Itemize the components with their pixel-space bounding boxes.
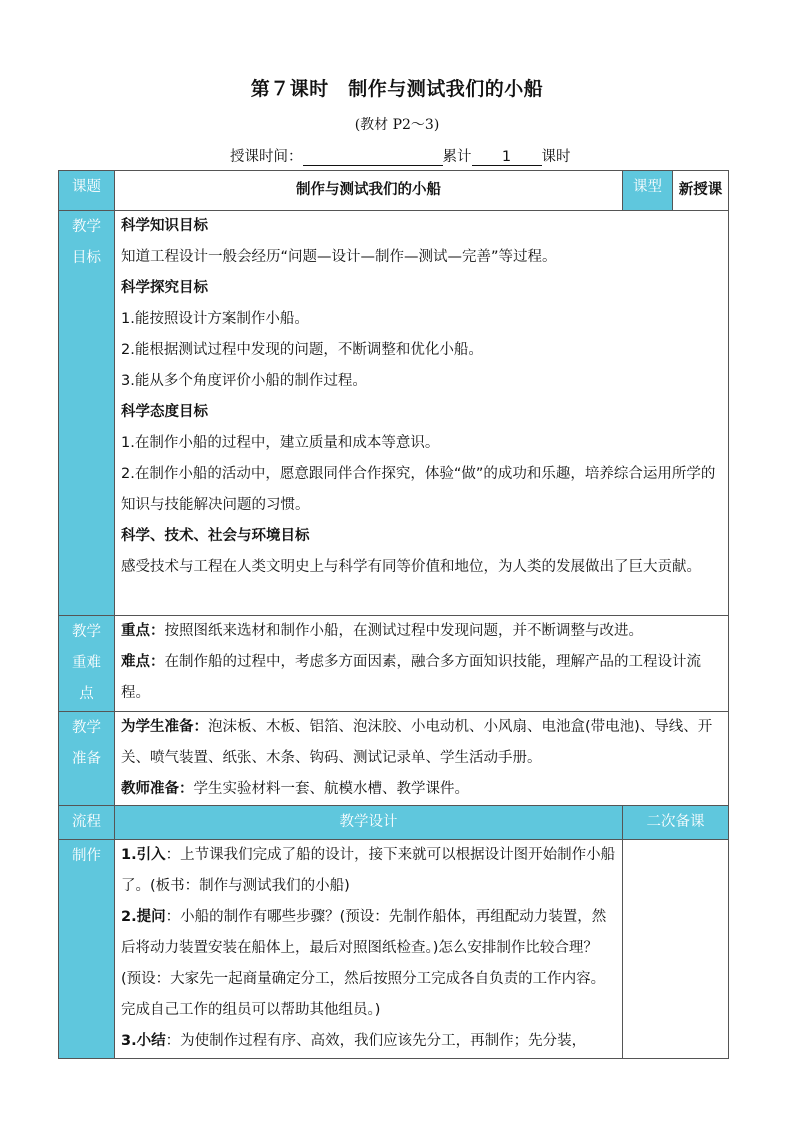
goal-text: 2.在制作小船的活动中，愿意跟同伴合作探究，体验“做”的成功和乐趣，培养综合运用所学的知识与技能解决问题的习惯。 xyxy=(121,466,716,513)
type-label: 课型 xyxy=(623,171,673,211)
difficulty-label: 难点： xyxy=(121,654,165,670)
make-row xyxy=(59,840,729,1059)
topic-value: 制作与测试我们的小船 xyxy=(115,171,623,211)
process-header: 流程 xyxy=(59,806,115,840)
lesson-meta xyxy=(230,145,571,166)
difficulty-text: 在制作船的过程中，考虑多方面因素，融合多方面知识技能，理解产品的工程设计流程。 xyxy=(121,654,701,701)
time-label: 授课时间： xyxy=(230,149,303,165)
design-header: 教学设计 xyxy=(115,806,623,840)
goal-text: 3.能从多个角度评价小船的制作过程。 xyxy=(121,373,367,389)
student-prep-label: 为学生准备： xyxy=(121,719,208,735)
total-label: 累计 xyxy=(442,149,472,165)
time-blank xyxy=(303,149,443,166)
goal-heading-inquiry: 科学探究目标 xyxy=(121,280,208,296)
goal-heading-knowledge: 科学知识目标 xyxy=(121,218,208,234)
teacher-prep-label: 教师准备： xyxy=(121,781,194,797)
lesson-plan-table xyxy=(58,170,729,1059)
topic-label: 课题 xyxy=(59,171,115,211)
prep-content xyxy=(115,712,729,806)
summary-label: 小结 xyxy=(136,1033,166,1049)
prep-row xyxy=(59,712,729,806)
goal-text: 1.能按照设计方案制作小船。 xyxy=(121,311,309,327)
teacher-prep-text: 学生实验材料一套、航模水槽、教学课件。 xyxy=(193,781,469,797)
goal-heading-attitude: 科学态度目标 xyxy=(121,404,208,420)
intro-label: 引入 xyxy=(136,847,166,863)
summary-text: ：为使制作过程有序、高效，我们应该先分工，再制作；先分装， xyxy=(165,1033,587,1049)
key-label: 重点： xyxy=(121,623,165,639)
question-text: ：小船的制作有哪些步骤？(预设：先制作船体，再组配动力装置，然后将动力装置安装在船体上，最后对照图纸检查。)怎么安排制作比较合理？(预设：大家先一起商量确定分工，然后按照分工完成各自负责的工作内容。完成自己工作的组员可以帮助其他组员。) xyxy=(121,909,607,1018)
goal-heading-stse: 科学、技术、社会与环境目标 xyxy=(121,528,310,544)
goals-content xyxy=(115,211,729,616)
page-title: 第７课时 制作与测试我们的小船 xyxy=(250,78,544,100)
topic-row xyxy=(59,171,729,211)
type-value: 新授课 xyxy=(673,171,729,211)
goal-text: 感受技术与工程在人类文明史上与科学有同等价值和地位，为人类的发展做出了巨大贡献。 xyxy=(121,559,701,575)
keypoints-label: 教学重难点 xyxy=(59,616,115,712)
prep-label: 教学准备 xyxy=(59,712,115,806)
goals-label: 教学目标 xyxy=(59,211,115,616)
second-prep-cell xyxy=(623,840,729,1059)
intro-text: ：上节课我们完成了船的设计，接下来就可以根据设计图开始制作小船了。(板书：制作与测试我们的小船) xyxy=(121,847,616,894)
make-content: 1.引入：上节课我们完成了船的设计，接下来就可以根据设计图开始制作小船了。(板书：制作与测试我们的小船) 2.提问：小船的制作有哪些步骤？(预设：先制作船体，再组配动力装置，然后将动力装置安装在船体上，最后对照图纸检查。)怎么安排制作比较合理？(预设：大家先一起商量确定分工，然后按照分工完成各自负责的工作内容。完成自己工作的组员可以帮助其他组员。) 3.小结：为使制作过程有序、高效，我们应该先分工，再制作；先分装， xyxy=(115,840,623,1059)
goal-text: 2.能根据测试过程中发现的问题，不断调整和优化小船。 xyxy=(121,342,483,358)
keypoints-row xyxy=(59,616,729,712)
make-label: 制作 xyxy=(59,840,115,1059)
flow-header-row xyxy=(59,806,729,840)
question-label: 提问 xyxy=(136,909,166,925)
student-prep-text: 泡沫板、木板、铝箔、泡沫胶、小电动机、小风扇、电池盒(带电池)、导线、开关、喷气装置、纸张、木条、钩码、测试记录单、学生活动手册。 xyxy=(121,719,713,766)
key-text: 按照图纸来选材和制作小船，在测试过程中发现问题，并不断调整与改进。 xyxy=(164,623,643,639)
textbook-pages: (教材 P2～3) xyxy=(354,117,440,133)
goals-row xyxy=(59,211,729,616)
goal-text: 1.在制作小船的过程中，建立质量和成本等意识。 xyxy=(121,435,440,451)
goal-text: 知道工程设计一般会经历“问题—设计—制作—测试—完善”等过程。 xyxy=(121,249,557,265)
total-value: 1 xyxy=(472,149,542,166)
second-prep-header: 二次备课 xyxy=(623,806,729,840)
hours-label: 课时 xyxy=(541,149,571,165)
keypoints-content xyxy=(115,616,729,712)
